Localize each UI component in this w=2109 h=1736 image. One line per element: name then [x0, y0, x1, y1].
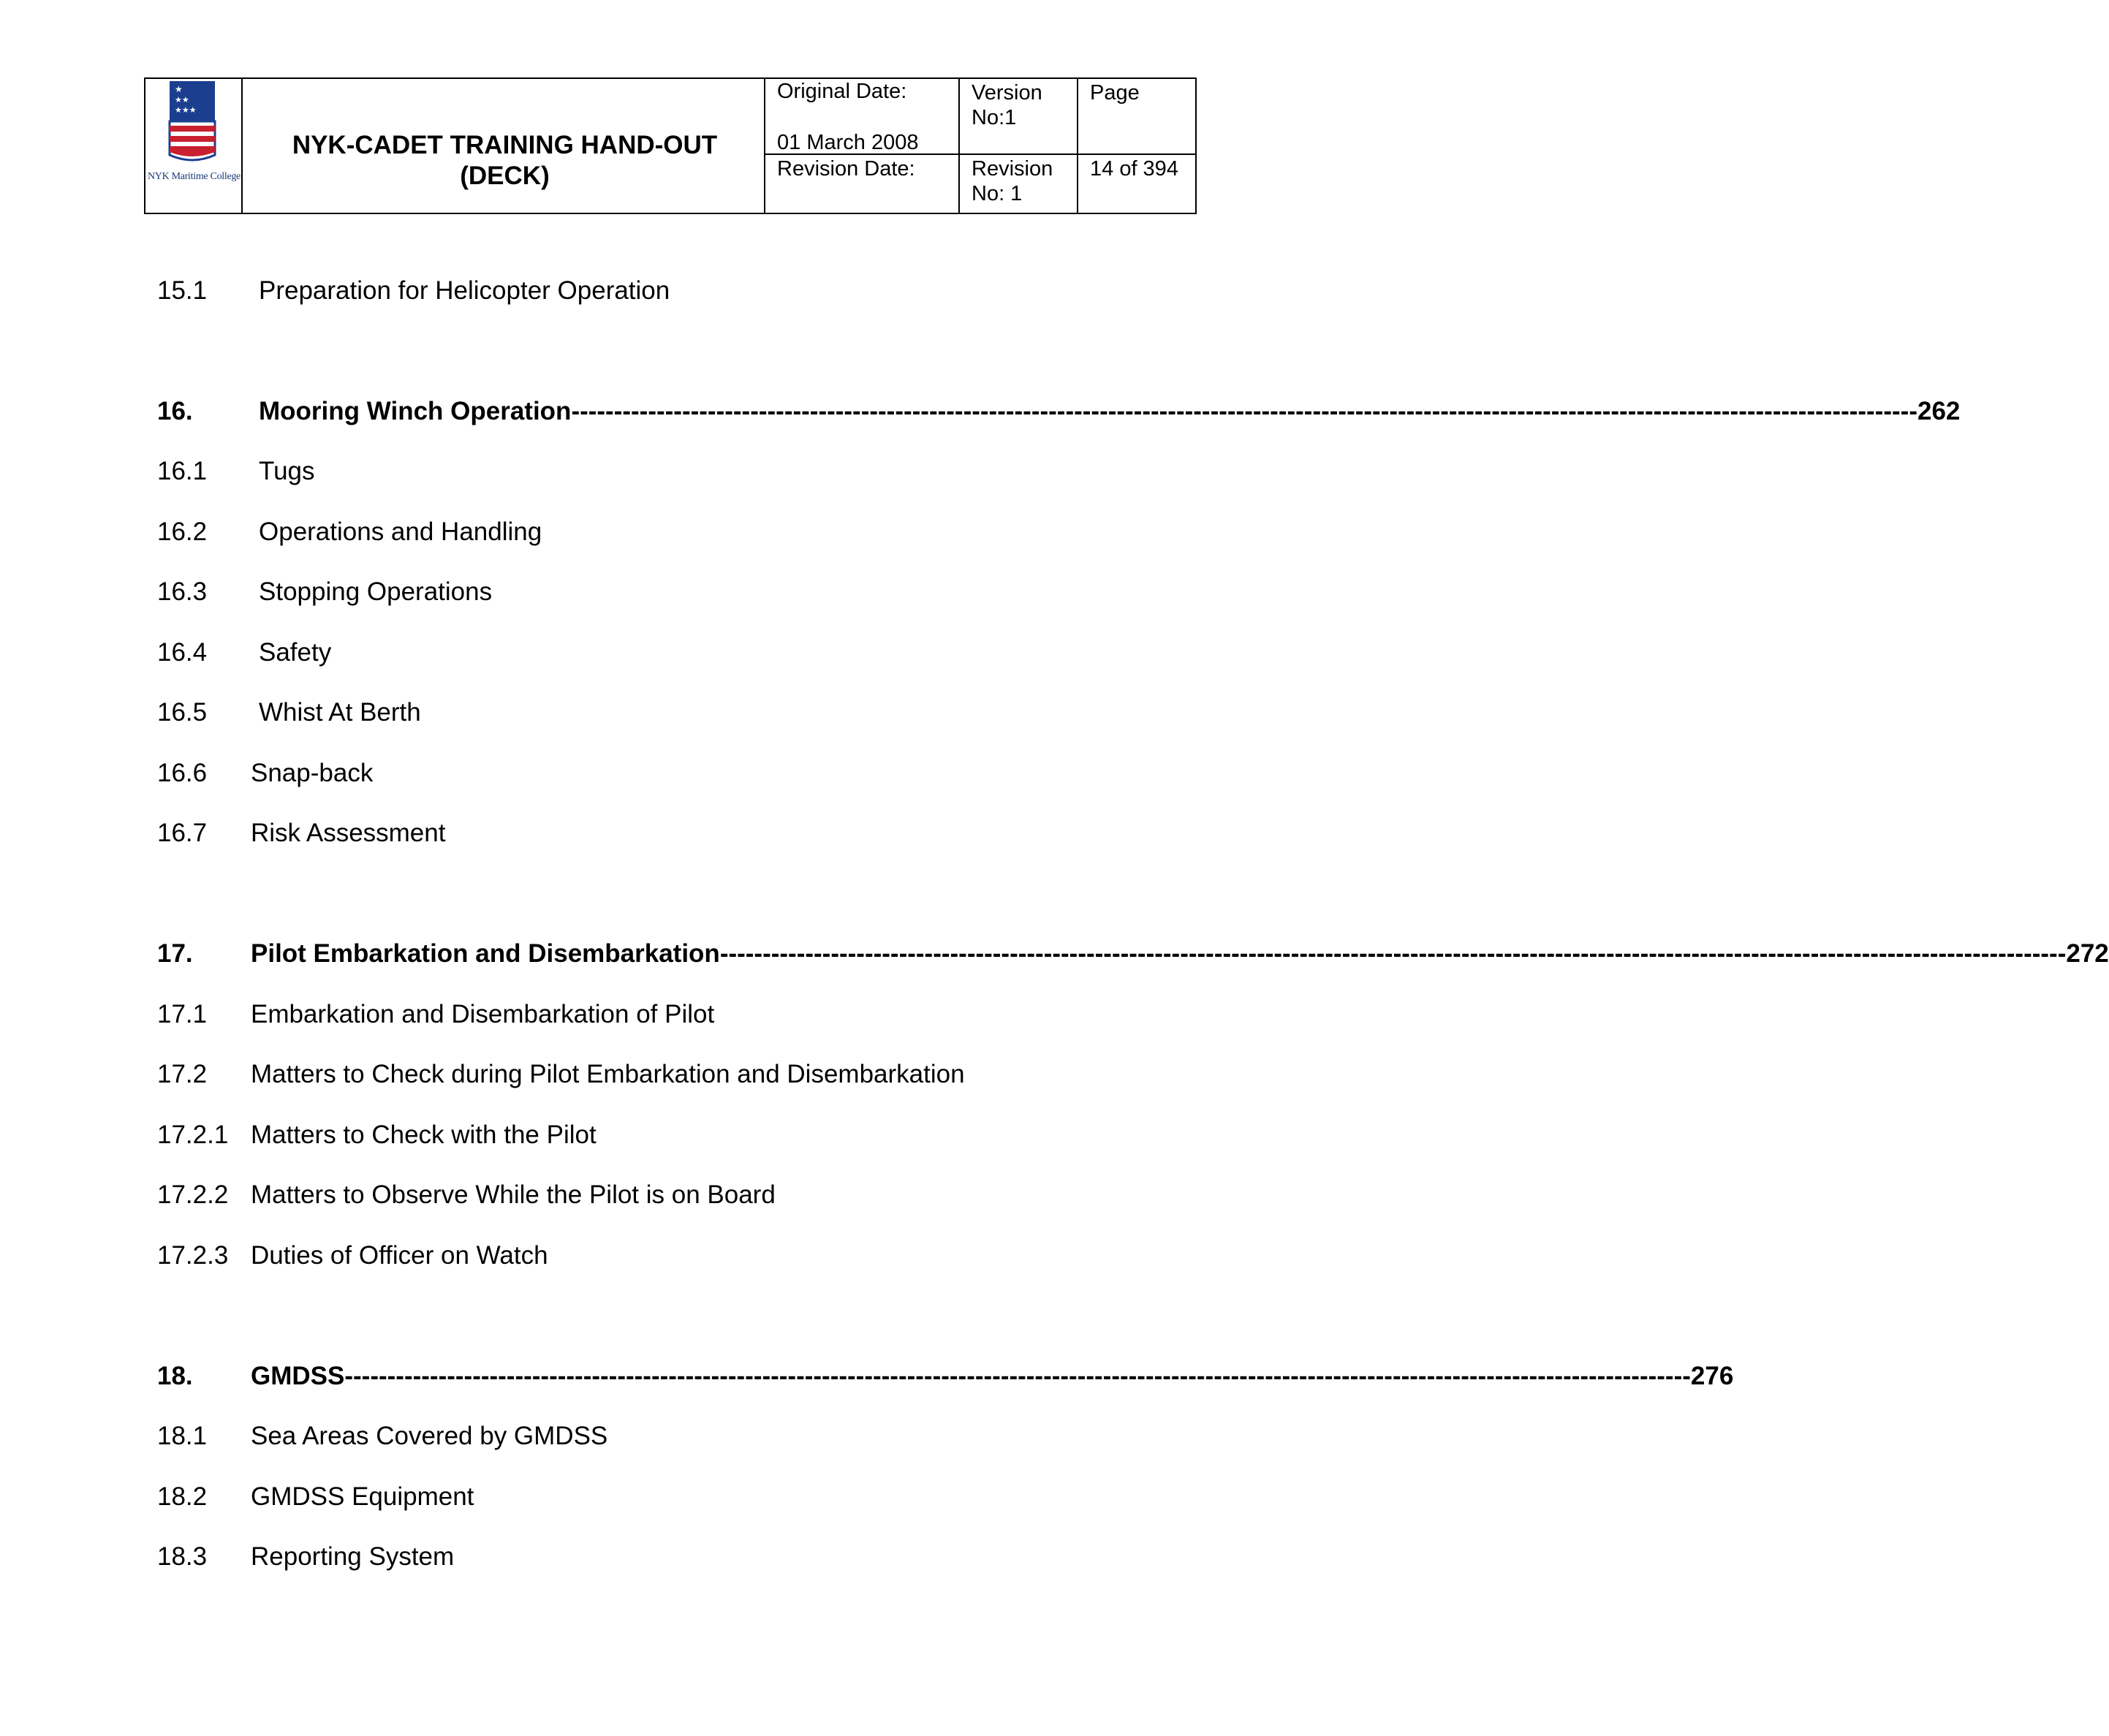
revision-date-label: Revision Date: — [777, 157, 915, 181]
toc-section-number: 16. — [157, 397, 193, 425]
toc-item-text: Operations and Handling — [259, 518, 542, 546]
toc-item-number: 16.4 — [157, 638, 208, 667]
toc-item-text: Snap-back — [251, 759, 374, 787]
toc-item-number: 16.7 — [157, 819, 208, 847]
toc-item-text: Preparation for Helicopter Operation — [259, 276, 670, 305]
title-line-2: (DECK) — [460, 162, 550, 190]
toc-item-text: Matters to Observe While the Pilot is on Board — [251, 1180, 776, 1209]
toc-item-number: 18.1 — [157, 1422, 208, 1450]
toc-item-number: 16.6 — [157, 759, 208, 787]
toc-leader-dashes: -------------------------------------------------------------------------------------------------------------------------------------------------------------- — [571, 397, 1917, 425]
toc-item-text: Stopping Operations — [259, 577, 493, 606]
toc-item-number: 16.2 — [157, 518, 208, 546]
college-logo — [145, 79, 243, 213]
original-date-value: 01 March 2008 — [777, 131, 919, 154]
toc-item-number: 17.2.1 — [157, 1121, 229, 1149]
toc-item-number: 16.3 — [157, 577, 208, 606]
title-line-1: NYK-CADET TRAINING HAND-OUT — [292, 131, 718, 159]
toc-item-number: 17.2 — [157, 1060, 208, 1088]
toc-item-text: GMDSS Equipment — [251, 1482, 474, 1511]
toc-section-16[interactable] — [157, 395, 1961, 428]
document-title — [244, 130, 765, 192]
toc-item-number: 17.2.2 — [157, 1180, 229, 1209]
toc-item-number: 18.3 — [157, 1542, 208, 1571]
toc-leader-dashes: -------------------------------------------------------------------------------------------------------------------------------------------------------------- — [344, 1362, 1691, 1390]
toc-item-number: 15.1 — [157, 276, 208, 305]
toc-item-number: 16.5 — [157, 698, 208, 727]
toc-leader-dashes: -------------------------------------------------------------------------------------------------------------------------------------------------------------- — [719, 939, 2067, 968]
toc-item-text: Safety — [259, 638, 332, 667]
flag-shield-icon — [145, 79, 243, 174]
toc-item-text: Reporting System — [251, 1542, 455, 1571]
toc-section-page: 276 — [1690, 1362, 1734, 1390]
toc-section-title: Mooring Winch Operation — [259, 397, 572, 425]
logo-caption: NYK Maritime College — [148, 171, 241, 182]
toc-section-page: 272 — [2066, 939, 2109, 968]
svg-text:★★: ★★ — [175, 95, 189, 105]
toc-item-text: Duties of Officer on Watch — [251, 1241, 548, 1270]
toc-section-18[interactable] — [157, 1360, 1734, 1392]
version-label: Version No:1 — [972, 81, 1042, 129]
toc-item-text: Matters to Check during Pilot Embarkation and Disembarkation — [251, 1060, 965, 1088]
toc-section-17[interactable] — [157, 938, 2109, 970]
svg-text:★★★: ★★★ — [175, 105, 197, 115]
toc-item-text: Embarkation and Disembarkation of Pilot — [251, 1000, 715, 1028]
toc-item-number: 16.1 — [157, 457, 208, 485]
page-label: Page — [1090, 81, 1140, 105]
svg-text:★: ★ — [175, 84, 183, 94]
toc-section-page: 262 — [1917, 397, 1961, 425]
toc-section-title: GMDSS — [251, 1362, 345, 1390]
toc-item-number: 17.2.3 — [157, 1241, 229, 1270]
toc-item-text: Tugs — [259, 457, 315, 485]
toc-section-title: Pilot Embarkation and Disembarkation — [251, 939, 720, 968]
toc-item-number: 17.1 — [157, 1000, 208, 1028]
toc-section-number: 18. — [157, 1362, 193, 1390]
header-table — [144, 77, 1197, 214]
toc-section-number: 17. — [157, 939, 193, 968]
toc-item-text: Matters to Check with the Pilot — [251, 1121, 597, 1149]
toc-item-text: Whist At Berth — [259, 698, 421, 727]
toc-item-text: Risk Assessment — [251, 819, 446, 847]
toc-item[interactable] — [157, 275, 1181, 307]
original-date-label: Original Date: — [777, 80, 907, 103]
toc-item-text: Sea Areas Covered by GMDSS — [251, 1422, 608, 1450]
toc-item-number: 18.2 — [157, 1482, 208, 1511]
page-value: 14 of 394 — [1090, 157, 1178, 181]
revision-number: Revision No: 1 — [972, 157, 1053, 205]
